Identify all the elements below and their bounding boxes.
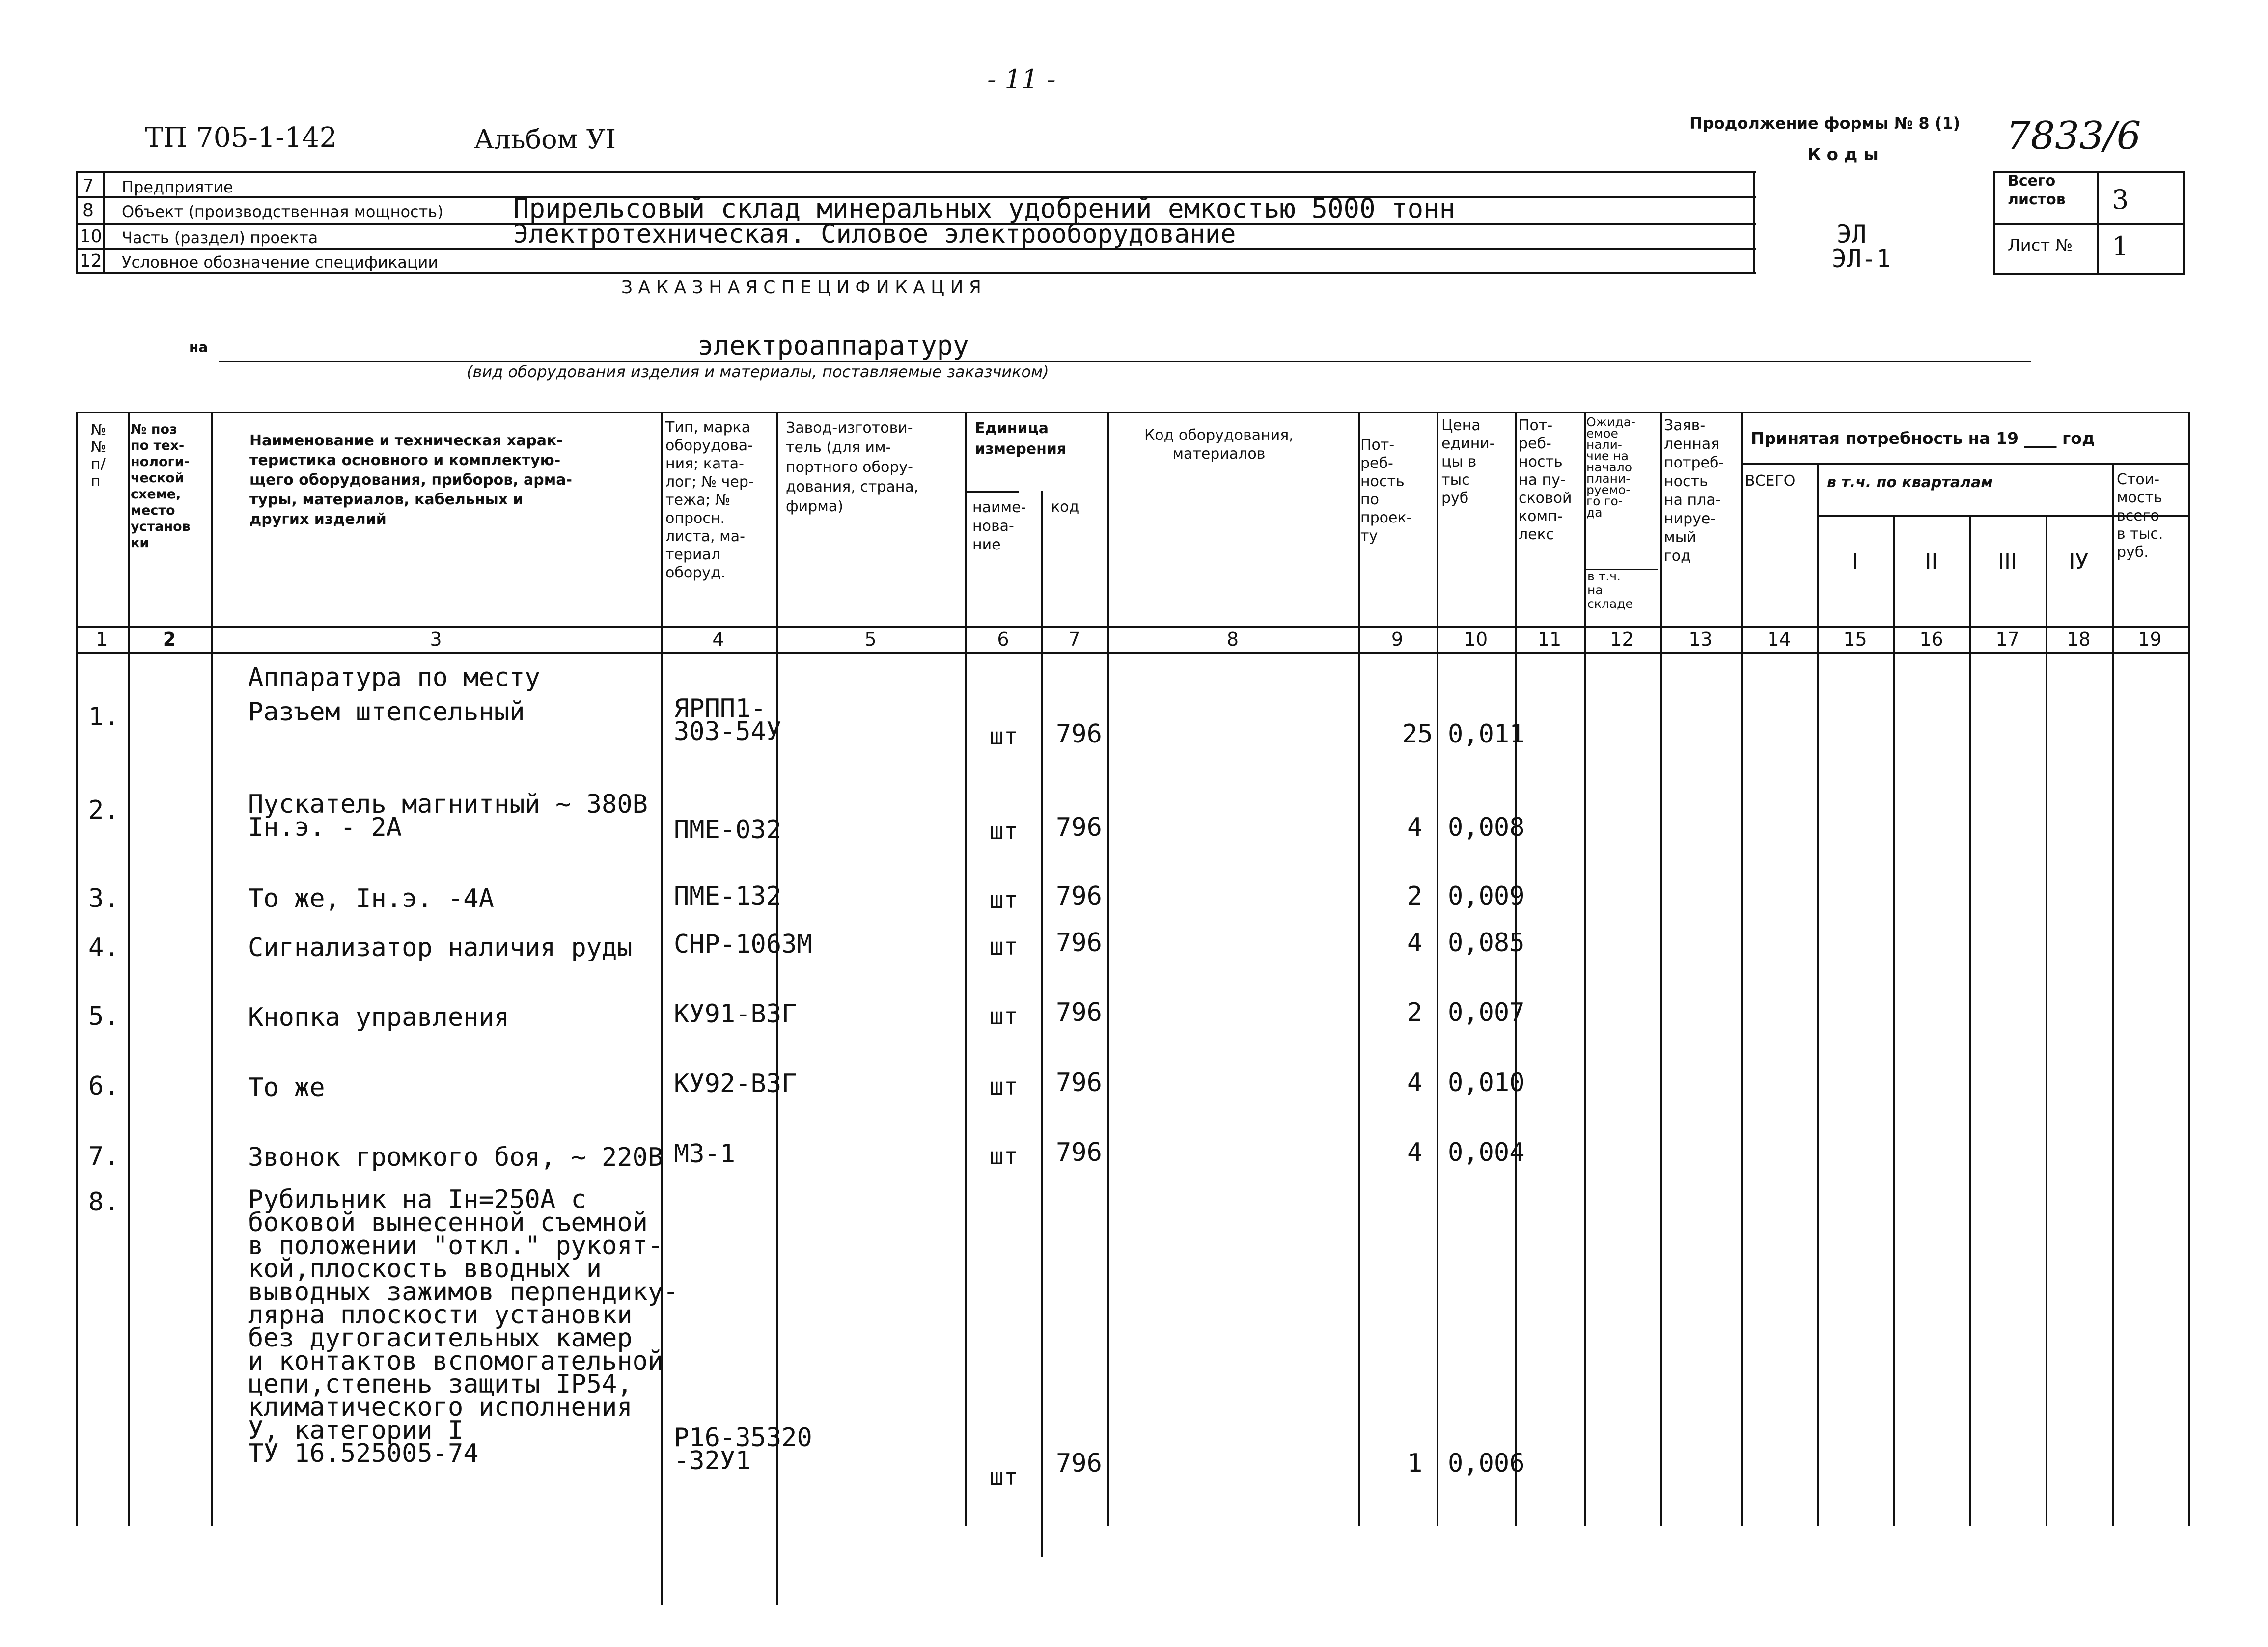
- col-3-header: Наименование и техническая харак- теристика основного и комплектую- щего оборудования, приборов, арма- туры, материалов, кабельных и других изделий: [249, 432, 572, 528]
- sheet-number: 1: [2112, 231, 2129, 262]
- item-type: КУ91-В3Г: [674, 999, 797, 1029]
- item-unit: шт: [990, 886, 1018, 914]
- item-unit-code: 796: [1056, 928, 1102, 958]
- q1-header: I: [1852, 549, 1858, 574]
- col-12-header: Ожида- емое нали- чие на начало плани- руемо- го го- да: [1586, 415, 1636, 520]
- spec-heading: З А К А З Н А Я С П Е Ц И Ф И К А Ц И Я: [621, 277, 981, 298]
- section-title: Аппаратура по месту: [248, 663, 540, 692]
- col-number: 18: [2067, 629, 2091, 650]
- item-price: 0,011: [1448, 719, 1525, 749]
- item-unit: шт: [990, 1463, 1018, 1491]
- col-12-sub-header: в т.ч. на складе: [1587, 569, 1633, 611]
- col-11-header: Пот- реб- ность на пу- сковой комп- лекс: [1519, 417, 1572, 543]
- spec-code: ЭЛ-1: [1832, 245, 1891, 273]
- col-19-header: Стои- мость всего в тыс. руб.: [2117, 471, 2163, 561]
- col-number: 17: [1995, 629, 2019, 650]
- total-sheets-label: Всего листов: [2008, 172, 2066, 208]
- item-number: 3.: [88, 884, 119, 913]
- col-number: 4: [712, 629, 724, 650]
- row-number: 12: [80, 251, 102, 271]
- on-label: на: [189, 339, 208, 355]
- sheet-label: Лист №: [2008, 236, 2073, 255]
- series-label: ТП 705-1-142: [145, 122, 337, 154]
- item-price: 0,085: [1448, 928, 1525, 958]
- row-number: 8: [83, 200, 94, 220]
- row-number: 10: [80, 226, 102, 247]
- album-label: Альбом УI: [474, 124, 616, 155]
- col-number: 5: [864, 629, 877, 650]
- q2-header: II: [1925, 549, 1938, 574]
- item-price: 0,010: [1448, 1068, 1525, 1098]
- codes-label: К о д ы: [1807, 145, 1879, 165]
- accepted-header: Принятая потребность на 19 ____ год: [1751, 429, 2095, 448]
- col-14-header: ВСЕГО: [1745, 472, 1796, 490]
- part-label: Часть (раздел) проекта: [122, 228, 318, 247]
- subject-caption: (вид оборудования изделия и материалы, поставляемые заказчиком): [467, 362, 1049, 381]
- col-number: 8: [1226, 629, 1239, 650]
- page-number: - 11 -: [987, 64, 1056, 95]
- spec-subject: электроаппаратуру: [697, 330, 969, 361]
- item-qty: 2: [1407, 881, 1423, 911]
- col-6-7-header: Единица измерения: [975, 420, 1067, 458]
- item-qty: 4: [1407, 928, 1423, 958]
- item-qty: 4: [1407, 1068, 1423, 1098]
- item-qty: 4: [1407, 1138, 1423, 1167]
- item-name: То же: [248, 1073, 325, 1102]
- item-type: СНР-1063М: [674, 930, 812, 959]
- item-name: Звонок громкого боя, ~ 220В: [248, 1143, 664, 1172]
- item-number: 1.: [88, 702, 119, 732]
- part-value: Электротехническая. Силовое электрооборудование: [513, 220, 1236, 249]
- item-name: Кнопка управления: [248, 1003, 510, 1032]
- enterprise-label: Предприятие: [122, 178, 233, 196]
- col-7-header: код: [1051, 498, 1079, 516]
- spec-code-label: Условное обозначение спецификации: [122, 253, 439, 272]
- col-number: 13: [1688, 629, 1713, 650]
- item-type: ПМЕ-132: [674, 881, 782, 911]
- item-qty: 1: [1407, 1449, 1423, 1478]
- item-name: Разъем штепсельный: [248, 697, 525, 727]
- item-unit-code: 796: [1056, 1138, 1102, 1167]
- item-type: КУ92-В3Г: [674, 1069, 797, 1098]
- col-number: 19: [2138, 629, 2162, 650]
- col-number: 9: [1391, 629, 1404, 650]
- item-name: То же, Iн.э. -4А: [248, 884, 494, 913]
- col-6-header: наиме- нова- ние: [972, 499, 1026, 553]
- col-number: 2: [163, 629, 176, 650]
- item-number: 8.: [88, 1187, 119, 1217]
- item-price: 0,006: [1448, 1449, 1525, 1478]
- col-10-header: Цена едини- цы в тыс руб: [1441, 417, 1495, 507]
- item-unit: шт: [990, 1003, 1018, 1030]
- col-number: 10: [1464, 629, 1488, 650]
- item-price: 0,008: [1448, 813, 1525, 842]
- item-unit: шт: [990, 818, 1018, 845]
- item-unit: шт: [990, 723, 1018, 750]
- col-number: 16: [1919, 629, 1943, 650]
- item-number: 7.: [88, 1142, 119, 1171]
- item-unit-code: 796: [1056, 813, 1102, 842]
- col-8-header: Код оборудования, материалов: [1144, 427, 1294, 463]
- item-unit-code: 796: [1056, 1068, 1102, 1098]
- col-number: 1: [96, 629, 108, 650]
- item-unit: шт: [990, 1143, 1018, 1170]
- col-4-header: Тип, марка оборудова- ния; ката- лог; № чер- тежа; № опросн. листа, ма- териал оборуд.: [665, 419, 754, 581]
- col-2-header: № поз по тех- нологи- ческой схеме, место установ ки: [131, 422, 191, 550]
- col-1-header: № № п/ п: [91, 421, 107, 490]
- item-number: 5.: [88, 1002, 119, 1031]
- item-number: 6.: [88, 1071, 119, 1101]
- q4-header: IУ: [2069, 549, 2089, 574]
- col-number: 14: [1767, 629, 1791, 650]
- col-number: 6: [997, 629, 1009, 650]
- item-unit-code: 796: [1056, 719, 1102, 749]
- item-unit-code: 796: [1056, 1449, 1102, 1478]
- part-code: ЭЛ: [1837, 220, 1867, 248]
- col-number: 11: [1537, 629, 1562, 650]
- item-number: 4.: [88, 933, 119, 962]
- item-price: 0,009: [1448, 881, 1525, 911]
- col-13-header: Заяв- ленная потреб- ность на пла- нируе- мый год: [1664, 417, 1724, 565]
- item-unit: шт: [990, 933, 1018, 961]
- item-name: Рубильник на Iн=250А с боковой вынесенной съемной в положении "откл." рукоят- кой,плоскость вводных и выводных зажимов перпендику- лярна плоскости установки без дугогасительных камер и контактов вспомогательной цепи,степень защиты IP54, климатического исполнения У, категории I ТУ 16.525005-74: [248, 1185, 679, 1468]
- item-qty: 2: [1407, 998, 1423, 1027]
- col-5-header: Завод-изготови- тель (для им- портного обору- дования, страна, фирма): [786, 419, 919, 515]
- item-type: М3-1: [674, 1139, 736, 1169]
- total-sheets: 3: [2112, 184, 2129, 215]
- col-number: 12: [1610, 629, 1634, 650]
- item-unit-code: 796: [1056, 998, 1102, 1027]
- item-type: ЯРПП1- 303-54У: [674, 694, 782, 746]
- archive-number: 7833/6: [2006, 114, 2141, 158]
- q3-header: III: [1998, 549, 2017, 574]
- item-price: 0,007: [1448, 998, 1525, 1027]
- item-unit-code: 796: [1056, 881, 1102, 911]
- object-value: Прирельсовый склад минеральных удобрений емкостью 5000 тонн: [513, 193, 1456, 224]
- item-price: 0,004: [1448, 1138, 1525, 1167]
- item-type: Р16-35320 -32У1: [674, 1423, 812, 1476]
- item-qty: 25: [1402, 719, 1433, 749]
- quarters-header: в т.ч. по кварталам: [1827, 474, 1993, 491]
- col-number: 3: [430, 629, 442, 650]
- item-qty: 4: [1407, 813, 1423, 842]
- col-number: 15: [1843, 629, 1867, 650]
- item-unit: шт: [990, 1073, 1018, 1100]
- row-number: 7: [83, 176, 94, 196]
- item-type: ПМЕ-032: [674, 815, 782, 845]
- item-name: Пускатель магнитный ~ 380В Iн.э. - 2А: [248, 790, 648, 842]
- col-9-header: Пот- реб- ность по проек- ту: [1360, 437, 1412, 545]
- col-number: 7: [1068, 629, 1080, 650]
- form-caption: Продолжение формы № 8 (1): [1689, 114, 1961, 133]
- object-label: Объект (производственная мощность): [122, 202, 443, 221]
- item-number: 2.: [88, 796, 119, 825]
- item-name: Сигнализатор наличия руды: [248, 933, 633, 962]
